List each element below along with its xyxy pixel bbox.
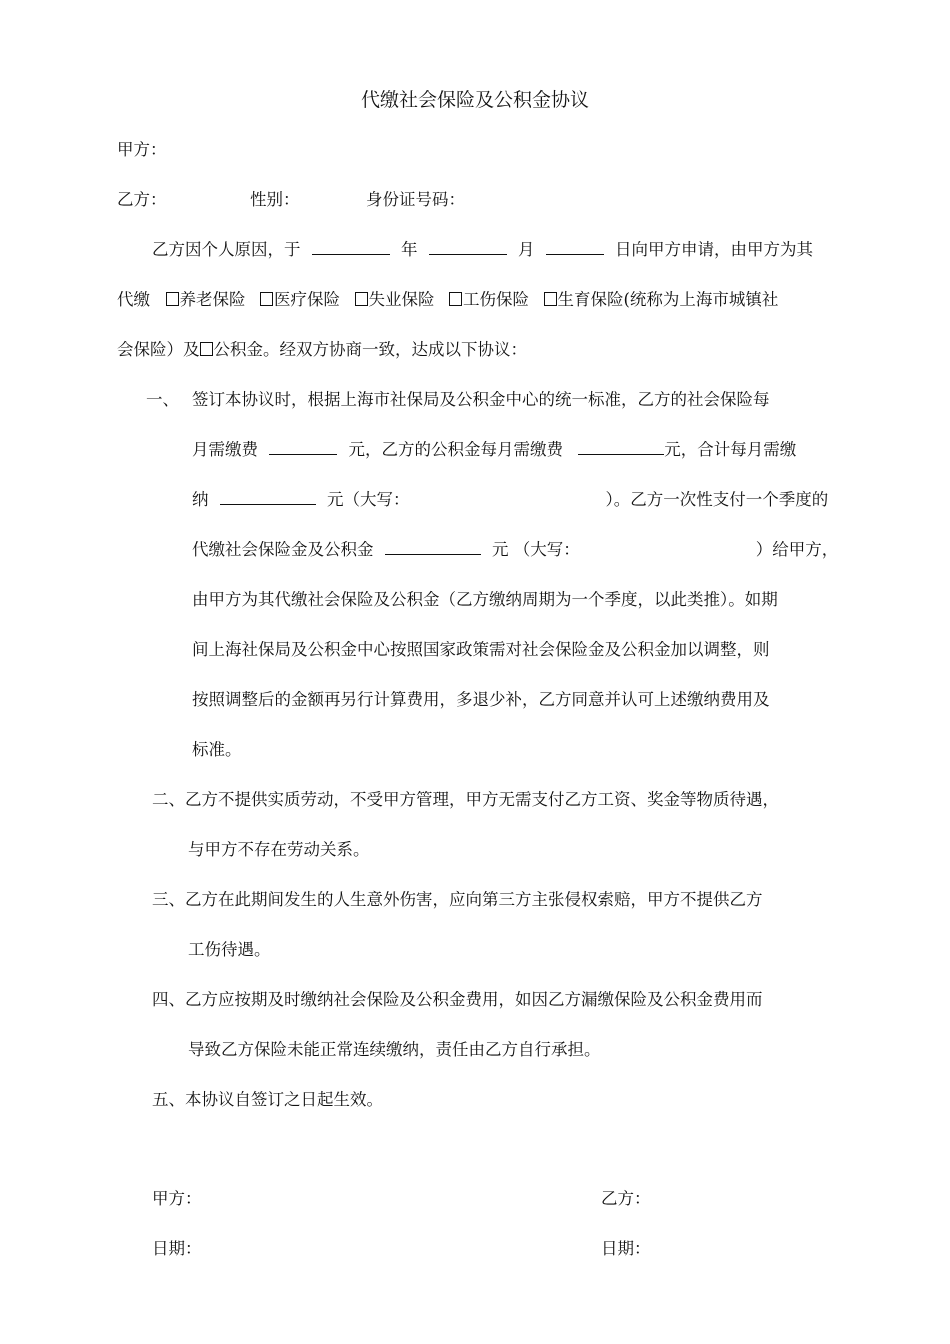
party-b-label: 乙方： (117, 190, 167, 209)
clause-3-line-1: 三、乙方在此期间发生的人生意外伤害，应向第三方主张侵权索赔，甲方不提供乙方 (152, 890, 763, 909)
clause-3-line-2: 工伤待遇。 (188, 940, 271, 959)
year-blank[interactable] (312, 239, 390, 255)
checkbox-injury[interactable] (449, 292, 462, 306)
signature-date-b: 日期： (601, 1239, 651, 1258)
clause-1-line-5: 由甲方为其代缴社会保险及公积金（乙方缴纳周期为一个季度，以此类推）。如期 (192, 590, 778, 609)
clause-2-line-2: 与甲方不存在劳动关系。 (188, 840, 370, 859)
id-number-label: 身份证号码： (366, 190, 465, 209)
clause-1-line-1: 签订本协议时，根据上海市社保局及公积金中心的统一标准，乙方的社会保险每 (192, 390, 770, 409)
clause-1-number: 一、 (146, 390, 179, 409)
clause-1-line-8: 标准。 (192, 740, 242, 759)
day-blank[interactable] (546, 239, 604, 255)
quarterly-total-blank[interactable] (385, 539, 481, 555)
signature-party-a: 甲方： (152, 1189, 202, 1208)
checkbox-unemployment[interactable] (355, 292, 368, 306)
party-a-label: 甲方： (117, 140, 167, 159)
checkbox-medical[interactable] (260, 292, 273, 306)
social-insurance-monthly-blank[interactable] (269, 439, 337, 455)
signature-party-b: 乙方： (601, 1189, 651, 1208)
clause-1-line-3: 纳 元（大写： ）。乙方一次性支付一个季度的 (192, 490, 829, 509)
clause-1-line-4: 代缴社会保险金及公积金 元 （大写： ）给甲方， (192, 540, 839, 559)
clause-5-line-1: 五、本协议自签订之日起生效。 (152, 1090, 383, 1109)
clause-4-line-1: 四、乙方应按期及时缴纳社会保险及公积金费用，如因乙方漏缴保险及公积金费用而 (152, 990, 763, 1009)
gender-label: 性别： (250, 190, 300, 209)
month-blank[interactable] (429, 239, 507, 255)
checkbox-pension[interactable] (166, 292, 179, 306)
document-title: 代缴社会保险及公积金协议 (360, 89, 589, 111)
intro-line-2: 代缴 养老保险 医疗保险 失业保险 工伤保险 生育保险(统称为上海市城镇社 (117, 290, 779, 309)
intro-line-3: 会保险）及 公积金。经双方协商一致，达成以下协议： (117, 340, 527, 359)
clause-2-line-1: 二、乙方不提供实质劳动，不受甲方管理，甲方无需支付乙方工资、奖金等物质待遇， (152, 790, 779, 809)
clause-1-line-2: 月需缴费 元，乙方的公积金每月需缴费 元，合计每月需缴 (192, 440, 797, 459)
housing-fund-monthly-blank[interactable] (578, 439, 664, 455)
clause-4-line-2: 导致乙方保险未能正常连续缴纳，责任由乙方自行承担。 (188, 1040, 601, 1059)
clause-1-line-7: 按照调整后的金额再另行计算费用，多退少补，乙方同意并认可上述缴纳费用及 (192, 690, 770, 709)
signature-date-a: 日期： (152, 1239, 202, 1258)
checkbox-housing-fund[interactable] (200, 342, 213, 356)
intro-line-1: 乙方因个人原因，于 年 月 日向甲方申请，由甲方为其 (152, 240, 813, 259)
clause-1-line-6: 间上海社保局及公积金中心按照国家政策需对社会保险金及公积金加以调整，则 (192, 640, 770, 659)
checkbox-maternity[interactable] (544, 292, 557, 306)
monthly-total-blank[interactable] (220, 489, 316, 505)
